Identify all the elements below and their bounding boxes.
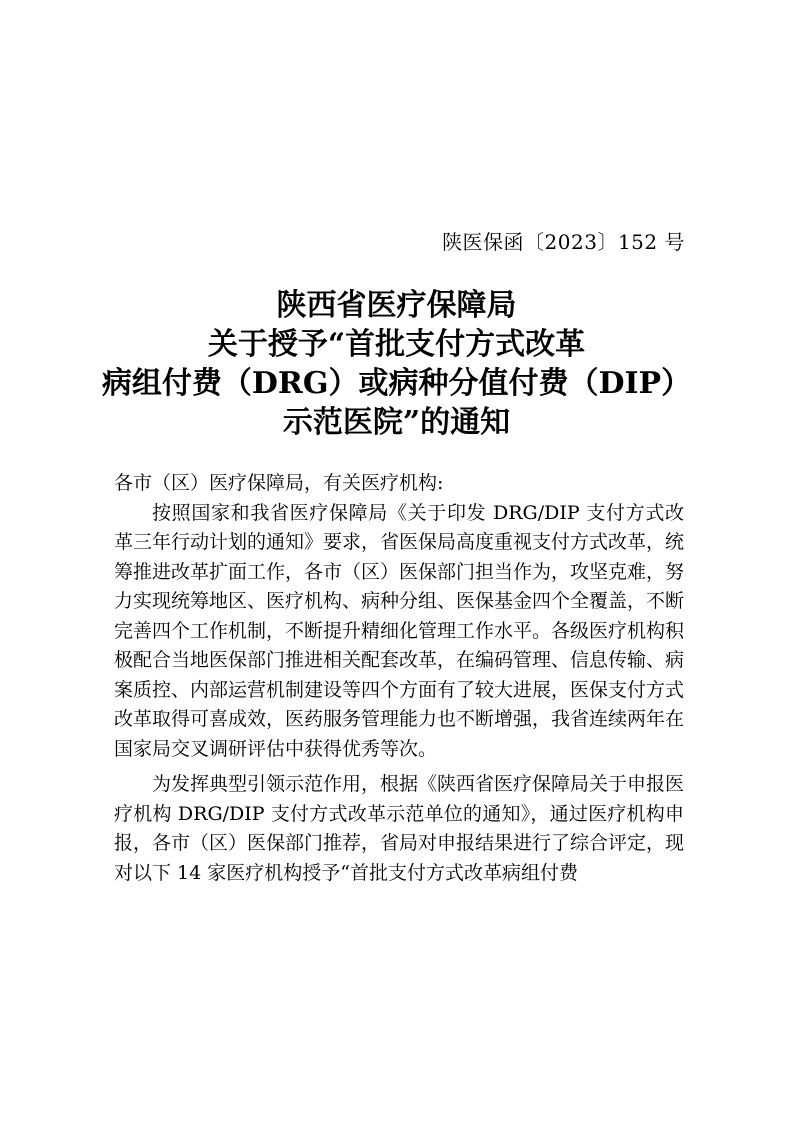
title-line: 关于授予“首批支付方式改革 bbox=[207, 327, 586, 362]
title-line: 示范医院”的通知 bbox=[282, 405, 511, 440]
document-number: 陕医保函〔2023〕152 号 bbox=[442, 230, 685, 254]
body-paragraph: 为发挥典型引领示范作用，根据《陕西省医疗保障局关于申报医疗机构 DRG/DIP 支付方式改革示范单位的通知》，通过医疗机构申报，各市（区）医保部门推荐，省局对申报结果进行了综合评定，现对以下 14 家医疗机构授予“首批支付方式改革病组付费 bbox=[114, 773, 685, 884]
title-line: 陕西省医疗保障局 bbox=[276, 288, 517, 323]
title-line: 病组付费（DRG）或病种分值付费（DIP） bbox=[101, 366, 692, 401]
salutation: 各市（区）医疗保障局，有关医疗机构: bbox=[114, 472, 444, 494]
document-title bbox=[0, 286, 793, 442]
body-paragraph: 按照国家和我省医疗保障局《关于印发 DRG/DIP 支付方式改革三年行动计划的通知》要求，省医保局高度重视支付方式改革，统筹推进改革扩面工作，各市（区）医保部门担当作为，攻坚克难，努力实现统筹地区、医疗机构、病种分组、医保基金四个全覆盖，不断完善四个工作机制，不断提升精细化管理工作水平。各级医疗机构积极配合当地医保部门推进相关配套改革，在编码管理、信息传输、病案质控、内部运营机制建设等四个方面有了较大进展，医保支付方式改革取得可喜成效，医药服务管理能力也不断增强，我省连续两年在国家局交叉调研评估中获得优秀等次。 bbox=[114, 501, 685, 760]
document-body bbox=[114, 469, 684, 888]
